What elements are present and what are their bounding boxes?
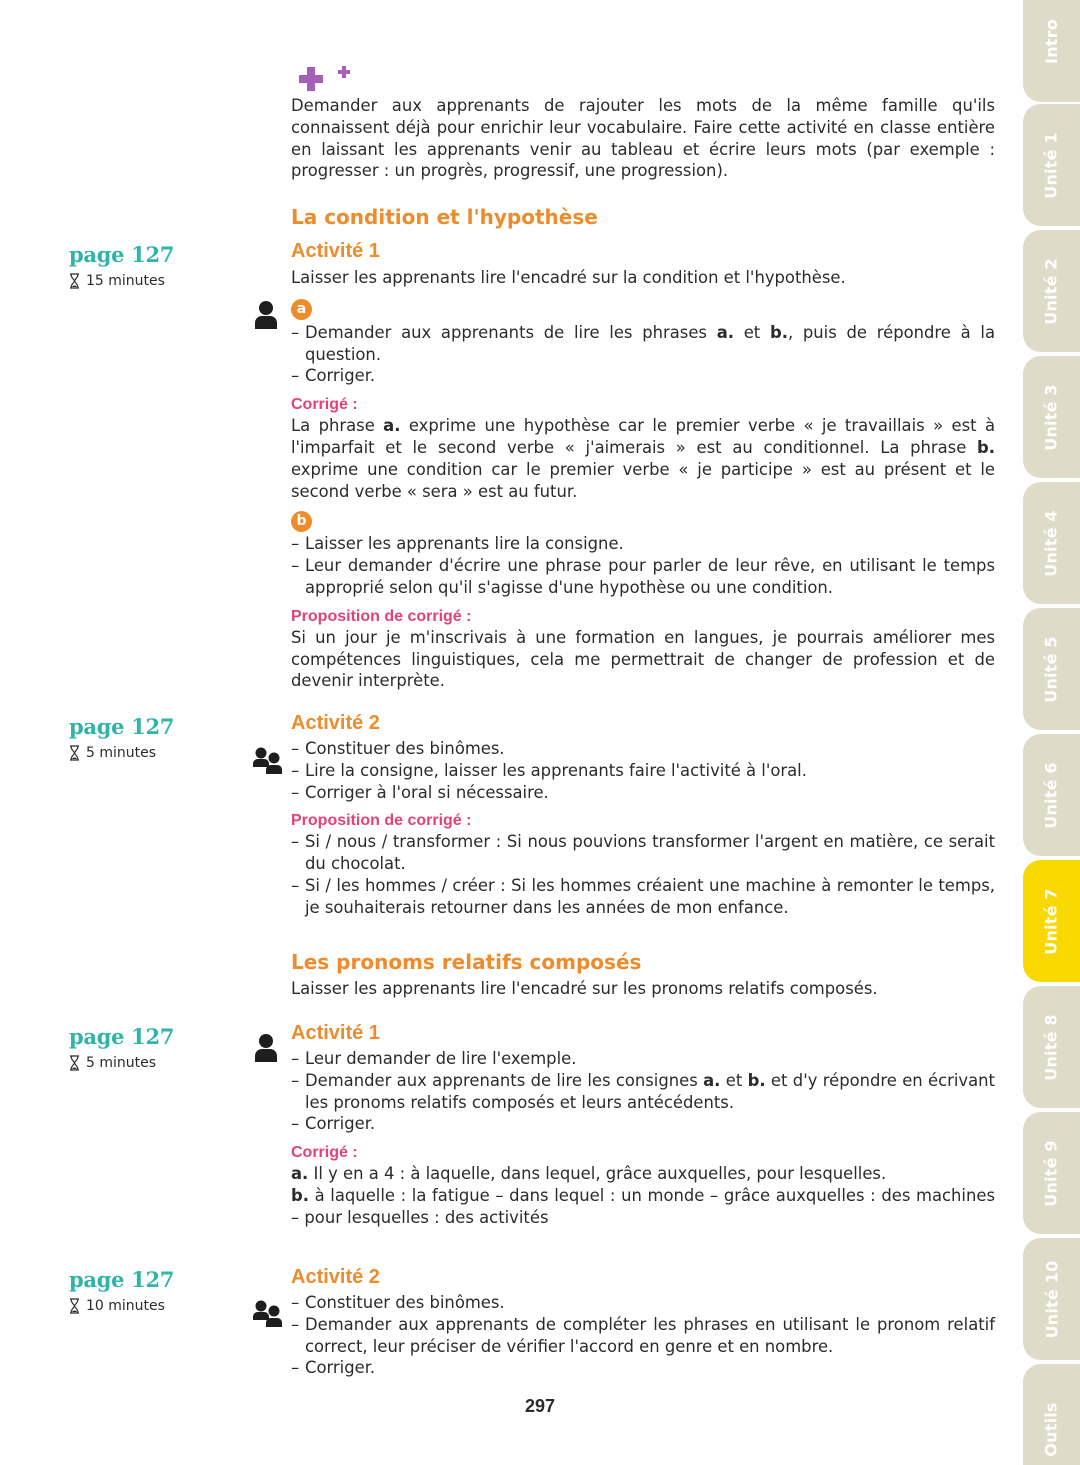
individual-work-icon <box>252 300 280 330</box>
duration <box>69 745 174 761</box>
corrige-label: Corrigé : <box>291 396 358 414</box>
plus-block <box>291 95 995 182</box>
tab-unite-3[interactable]: Unité 3 <box>1023 356 1080 478</box>
margin-note-pron-act1 <box>69 1024 174 1071</box>
tab-unite-6[interactable]: Unité 6 <box>1023 734 1080 856</box>
tab-unite-8[interactable]: Unité 8 <box>1023 986 1080 1108</box>
bullet-item: – Si / les hommes / créer : Si les hommes créaient une machine à remonter le temps, je souhaiterais retourner dans les années de mon enfance. <box>291 875 995 917</box>
pair-work-icon <box>252 747 284 775</box>
corrige-a: a. Il y en a 4 : à laquelle, dans lequel, grâce auxquelles, pour lesquelles. <box>291 1164 887 1184</box>
bullet-item: – Laisser les apprenants lire la consigne. <box>291 534 624 554</box>
hourglass-icon <box>69 273 80 289</box>
activity-intro: Laisser les apprenants lire l'encadré sur la condition et l'hypothèse. <box>291 268 846 287</box>
tab-unite-4[interactable]: Unité 4 <box>1023 482 1080 604</box>
hourglass-icon <box>69 745 80 761</box>
section-intro: Laisser les apprenants lire l'encadré sur les pronoms relatifs composés. <box>291 979 878 998</box>
page-reference: page 127 <box>69 1267 175 1292</box>
small-plus-icon <box>338 66 350 78</box>
activity-cond-2 <box>291 712 995 919</box>
proposition-corrige-label: Proposition de corrigé : <box>291 812 472 830</box>
plus-activity-marker <box>298 66 350 92</box>
unit-tabs <box>1023 0 1080 1465</box>
activity-title: Activité 1 <box>291 240 380 262</box>
bullet-item: – Corriger à l'oral si nécessaire. <box>291 782 549 802</box>
duration-text: 5 minutes <box>86 1055 157 1071</box>
bullet-item: – Corriger. <box>291 1358 376 1378</box>
bullet-item: – Leur demander d'écrire une phrase pour parler de leur rêve, en utilisant le temps approprié selon qu'il s'agisse d'une hypothèse ou une condition. <box>291 556 995 597</box>
activity-title: Activité 2 <box>291 1266 380 1288</box>
plus-block-text: Demander aux apprenants de rajouter les mots de la même famille qu'ils connaissent déjà pour enrichir leur vocabulaire. Faire cette activité en classe entière en laissant les apprenants venir au tableau et écrire leurs mots (par exemple : progresser : un progrès, progressif, une progression). <box>291 96 995 181</box>
corrige-label: Corrigé : <box>291 1144 358 1162</box>
tab-unite-9[interactable]: Unité 9 <box>1023 1112 1080 1234</box>
activity-pron-1 <box>291 1022 995 1229</box>
hourglass-icon <box>69 1055 80 1071</box>
page-reference: page 127 <box>69 242 175 267</box>
tab-unite-2[interactable]: Unité 2 <box>1023 230 1080 352</box>
duration <box>69 1055 174 1071</box>
pair-work-icon <box>252 1300 284 1328</box>
bullet-item: – Leur demander de lire l'exemple. <box>291 1049 577 1068</box>
individual-work-icon <box>252 1033 280 1063</box>
tab-outils[interactable]: Outils <box>1023 1364 1080 1465</box>
bullet-item: – Demander aux apprenants de compléter les phrases en utilisant le pronom relatif correct, leur préciser de vérifier l'accord en genre et en nombre. <box>291 1314 995 1356</box>
margin-note-cond-act1 <box>69 242 174 289</box>
bullet-item: – Si / nous / transformer : Si nous pouvions transformer l'argent en matière, ce serait du chocolat. <box>291 832 995 874</box>
margin-note-cond-act2 <box>69 714 174 761</box>
activity-title: Activité 2 <box>291 712 380 734</box>
activity-pron-2 <box>291 1266 995 1379</box>
section-pronoms <box>291 950 995 1000</box>
activity-cond-1 <box>291 240 995 692</box>
big-plus-icon <box>298 66 324 92</box>
tab-unite-1[interactable]: Unité 1 <box>1023 104 1080 226</box>
duration-text: 5 minutes <box>86 745 157 761</box>
corrige-b: b. à laquelle : la fatigue – dans lequel : un monde – grâce auxquelles : des machines – pour lesquelles : des activités <box>291 1185 995 1227</box>
activity-title: Activité 1 <box>291 1022 380 1044</box>
page-reference: page 127 <box>69 1024 175 1049</box>
proposition-corrige-text: Si un jour je m'inscrivais à une formation en langues, je pourrais améliorer mes compétences linguistiques, cela me permettrait de changer de profession et de devenir interprète. <box>291 627 995 691</box>
bullet-item: – Lire la consigne, laisser les apprenants faire l'activité à l'oral. <box>291 760 807 780</box>
bullet-item: – Demander aux apprenants de lire les phrases a. et b., puis de répondre à la question. <box>291 322 995 364</box>
duration-text: 15 minutes <box>86 273 165 289</box>
duration <box>69 1298 174 1314</box>
page-number: 297 <box>524 1396 556 1416</box>
hourglass-icon <box>69 1298 80 1314</box>
bullet-item: – Corriger. <box>291 1114 376 1134</box>
duration <box>69 273 174 289</box>
proposition-corrige-label: Proposition de corrigé : <box>291 607 472 625</box>
section-title-condition: La condition et l'hypothèse <box>291 205 598 229</box>
bullet-item: – Demander aux apprenants de lire les consignes a. et b. et d'y répondre en écrivant les pronoms relatifs composés et leurs antécédents. <box>291 1070 995 1112</box>
corrige-text: La phrase a. exprime une hypothèse car le premier verbe « je travaillais » est à l'imparfait et le second verbe « j'aimerais » est au conditionnel. La phrase b. exprime une condition car le premier verbe « je participe » est au présent et le second verbe « sera » est au futur. <box>291 416 995 501</box>
tab-intro[interactable]: Intro <box>1023 0 1080 102</box>
bullet-item: – Corriger. <box>291 366 376 386</box>
duration-text: 10 minutes <box>86 1298 165 1314</box>
tab-unite-7[interactable]: Unité 7 <box>1023 860 1080 982</box>
bullet-item: – Constituer des binômes. <box>291 1293 505 1312</box>
section-title-pronoms: Les pronoms relatifs composés <box>291 950 642 974</box>
margin-note-pron-act2 <box>69 1267 174 1314</box>
tab-unite-5[interactable]: Unité 5 <box>1023 608 1080 730</box>
bullet-item: – Constituer des binômes. <box>291 739 505 758</box>
badge-b: b <box>291 511 312 532</box>
page-reference: page 127 <box>69 714 175 739</box>
badge-a: a <box>291 299 312 320</box>
section-condition <box>291 205 995 229</box>
tab-unite-10[interactable]: Unité 10 <box>1023 1238 1080 1360</box>
